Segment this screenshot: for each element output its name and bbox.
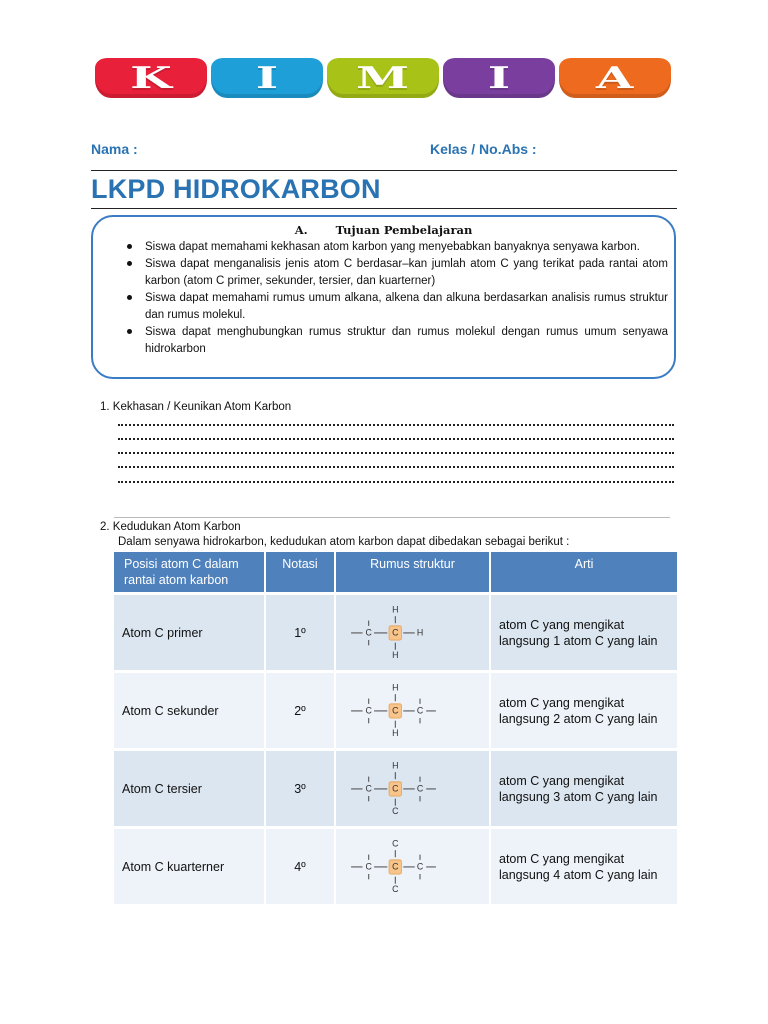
left-atom: C <box>365 705 372 716</box>
header-position: Posisi atom C dalam rantai atom karbon <box>114 552 265 594</box>
structure-diagram <box>344 595 481 670</box>
cell-structure <box>335 828 490 905</box>
cell-structure <box>335 594 490 672</box>
answer-line[interactable] <box>118 424 674 426</box>
left-atom: C <box>365 783 372 794</box>
bullet-icon <box>127 261 132 266</box>
goals-list <box>113 239 668 358</box>
header-structure: Rumus struktur <box>335 552 490 594</box>
cell-meaning: atom C yang mengikat langsung 3 atom C yang lain <box>490 750 678 828</box>
structure-diagram <box>344 829 481 904</box>
section1-heading: 1. Kekhasan / Keunikan Atom Karbon <box>100 401 292 413</box>
goals-heading-text: Tujuan Pembelajaran <box>335 223 473 237</box>
list-item: Siswa dapat menganalisis jenis atom C berdasar–kan jumlah atom C yang terikat pada rantai atom karbon (atom C primer, sekunder, tersier, dan kuarterner) <box>113 256 668 290</box>
bottom-atom: H <box>392 650 399 661</box>
left-atom: C <box>365 861 372 872</box>
section2-intro: Dalam senyawa hidrokarbon, kedudukan atom karbon dapat dibedakan sebagai berikut : <box>118 536 570 548</box>
list-item: Siswa dapat menghubungkan rumus struktur dan rumus molekul dengan rumus umum senyawa hidrokarbon <box>113 324 668 358</box>
center-atom: C <box>392 627 399 638</box>
top-atom: H <box>392 760 399 771</box>
answer-line[interactable] <box>118 466 674 468</box>
top-atom: H <box>392 604 399 615</box>
cell-meaning: atom C yang mengikat langsung 2 atom C yang lain <box>490 672 678 750</box>
right-atom: C <box>416 783 424 794</box>
banner-tile: I <box>443 58 555 98</box>
answer-line[interactable] <box>118 438 674 440</box>
name-label: Nama : <box>91 141 138 157</box>
carbon-position-table <box>114 552 678 904</box>
header-divider-bottom <box>91 208 677 209</box>
cell-notation: 3º <box>265 750 335 828</box>
banner-tile: M <box>327 58 439 98</box>
bottom-atom: C <box>392 884 399 895</box>
cell-notation: 2º <box>265 672 335 750</box>
top-atom: H <box>392 682 399 693</box>
cell-position: Atom C tersier <box>114 750 265 828</box>
banner-tile: A <box>559 58 671 98</box>
list-item: Siswa dapat memahami rumus umum alkana, alkena dan alkuna berdasarkan analisis rumus struktur dan rumus molekul. <box>113 290 668 324</box>
answer-line[interactable] <box>118 452 674 454</box>
kimia-banner <box>95 58 671 100</box>
list-item: Siswa dapat memahami kekhasan atom karbon yang menyebabkan banyaknya senyawa karbon. <box>113 239 668 256</box>
section-divider <box>114 517 670 518</box>
learning-goals-box <box>91 215 676 379</box>
page-title: LKPD HIDROKARBON <box>91 174 381 204</box>
table-row <box>114 828 678 905</box>
cell-structure <box>335 750 490 828</box>
bottom-atom: C <box>392 806 399 817</box>
table-row <box>114 750 678 828</box>
cell-notation: 1º <box>265 594 335 672</box>
banner-tile: K <box>95 58 207 98</box>
goals-heading <box>93 223 674 237</box>
top-atom: C <box>392 838 399 849</box>
right-atom: H <box>416 627 424 638</box>
banner-tile: I <box>211 58 323 98</box>
table-row <box>114 672 678 750</box>
table-row <box>114 594 678 672</box>
cell-position: Atom C sekunder <box>114 672 265 750</box>
goals-heading-number: A. <box>294 223 308 237</box>
bottom-atom: H <box>392 728 399 739</box>
cell-structure <box>335 672 490 750</box>
bullet-icon <box>127 329 132 334</box>
structure-diagram <box>344 673 481 748</box>
answer-line[interactable] <box>118 481 674 483</box>
cell-meaning: atom C yang mengikat langsung 4 atom C yang lain <box>490 828 678 905</box>
bullet-icon <box>127 244 132 249</box>
bullet-icon <box>127 295 132 300</box>
section2-heading: 2. Kedudukan Atom Karbon <box>100 521 241 533</box>
class-label: Kelas / No.Abs : <box>430 141 537 157</box>
center-atom: C <box>392 705 399 716</box>
header-notation: Notasi <box>265 552 335 594</box>
left-atom: C <box>365 627 372 638</box>
right-atom: C <box>416 861 424 872</box>
header-divider-top <box>91 170 677 171</box>
structure-diagram <box>344 751 481 826</box>
center-atom: C <box>392 861 399 872</box>
cell-notation: 4º <box>265 828 335 905</box>
center-atom: C <box>392 783 399 794</box>
cell-position: Atom C kuarterner <box>114 828 265 905</box>
right-atom: C <box>416 705 424 716</box>
header-meaning: Arti <box>490 552 678 594</box>
cell-meaning: atom C yang mengikat langsung 1 atom C yang lain <box>490 594 678 672</box>
cell-position: Atom C primer <box>114 594 265 672</box>
